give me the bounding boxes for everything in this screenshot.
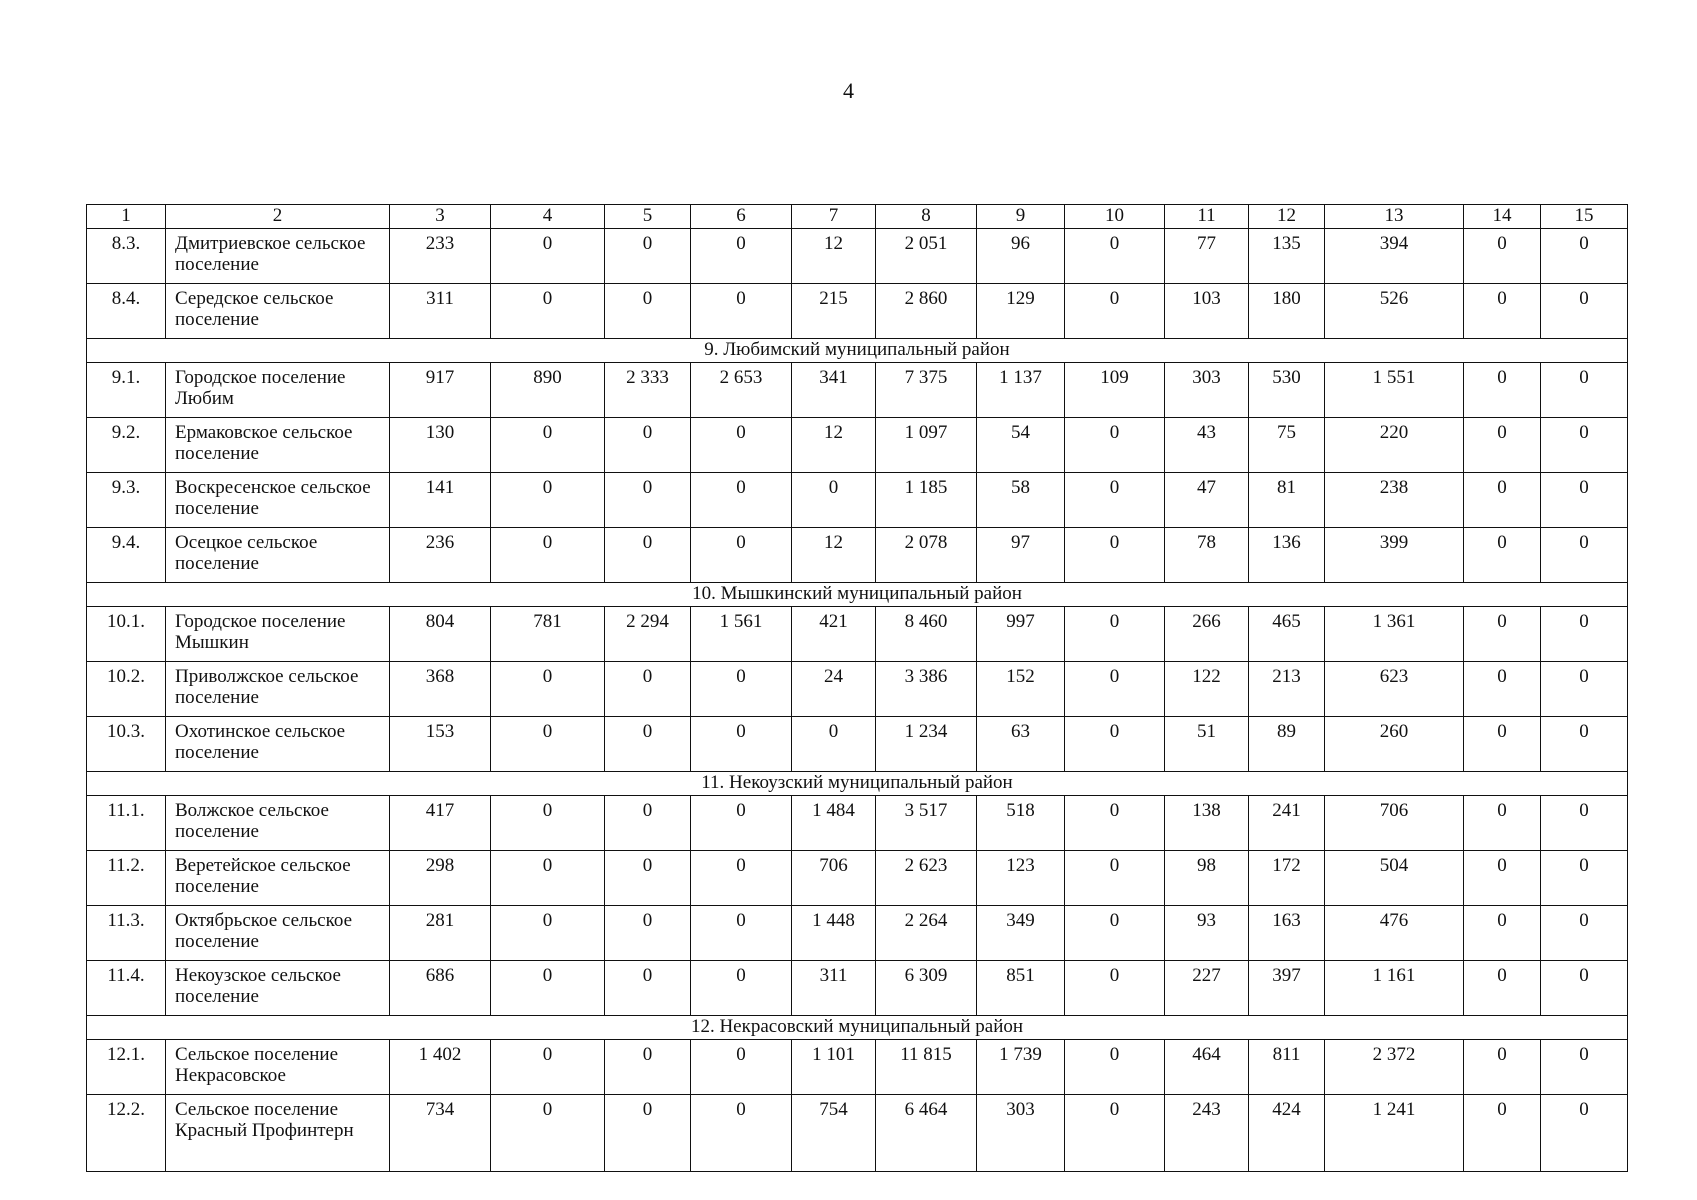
value-cell: 98 bbox=[1165, 851, 1249, 906]
value-cell: 0 bbox=[1541, 284, 1628, 339]
settlement-name: Приволжское сельское поселение bbox=[166, 662, 390, 717]
settlement-name: Сельское поселение Некрасовское bbox=[166, 1040, 390, 1095]
district-section-row bbox=[87, 339, 1628, 363]
row-number: 10.2. bbox=[87, 662, 166, 717]
value-cell: 1 561 bbox=[691, 607, 792, 662]
district-title: 12. Некрасовский муниципальный район bbox=[87, 1016, 1628, 1040]
value-cell: 0 bbox=[691, 851, 792, 906]
value-cell: 0 bbox=[691, 229, 792, 284]
value-cell: 1 161 bbox=[1325, 961, 1464, 1016]
value-cell: 1 551 bbox=[1325, 363, 1464, 418]
value-cell: 109 bbox=[1065, 363, 1165, 418]
value-cell: 281 bbox=[390, 906, 491, 961]
value-cell: 1 402 bbox=[390, 1040, 491, 1095]
value-cell: 0 bbox=[1065, 1095, 1165, 1172]
value-cell: 530 bbox=[1249, 363, 1325, 418]
value-cell: 0 bbox=[605, 662, 691, 717]
value-cell: 233 bbox=[390, 229, 491, 284]
column-number: 6 bbox=[691, 205, 792, 229]
settlement-row bbox=[87, 796, 1628, 851]
value-cell: 1 241 bbox=[1325, 1095, 1464, 1172]
value-cell: 0 bbox=[1541, 796, 1628, 851]
value-cell: 7 375 bbox=[876, 363, 977, 418]
value-cell: 153 bbox=[390, 717, 491, 772]
column-number-row bbox=[87, 205, 1628, 229]
value-cell: 997 bbox=[977, 607, 1065, 662]
value-cell: 0 bbox=[491, 528, 605, 583]
settlement-name: Волжское сельское поселение bbox=[166, 796, 390, 851]
column-number: 8 bbox=[876, 205, 977, 229]
value-cell: 890 bbox=[491, 363, 605, 418]
value-cell: 243 bbox=[1165, 1095, 1249, 1172]
value-cell: 811 bbox=[1249, 1040, 1325, 1095]
settlement-name: Дмитриевское сельское поселение bbox=[166, 229, 390, 284]
column-number: 15 bbox=[1541, 205, 1628, 229]
district-title: 10. Мышкинский муниципальный район bbox=[87, 583, 1628, 607]
value-cell: 0 bbox=[491, 796, 605, 851]
value-cell: 0 bbox=[1065, 607, 1165, 662]
value-cell: 0 bbox=[1065, 961, 1165, 1016]
settlement-row bbox=[87, 607, 1628, 662]
value-cell: 0 bbox=[491, 418, 605, 473]
value-cell: 0 bbox=[1065, 284, 1165, 339]
value-cell: 399 bbox=[1325, 528, 1464, 583]
value-cell: 123 bbox=[977, 851, 1065, 906]
value-cell: 6 309 bbox=[876, 961, 977, 1016]
value-cell: 0 bbox=[1065, 851, 1165, 906]
value-cell: 804 bbox=[390, 607, 491, 662]
value-cell: 89 bbox=[1249, 717, 1325, 772]
value-cell: 0 bbox=[1464, 1040, 1541, 1095]
value-cell: 96 bbox=[977, 229, 1065, 284]
value-cell: 0 bbox=[1464, 363, 1541, 418]
value-cell: 54 bbox=[977, 418, 1065, 473]
value-cell: 0 bbox=[491, 284, 605, 339]
value-cell: 2 264 bbox=[876, 906, 977, 961]
value-cell: 0 bbox=[1541, 1095, 1628, 1172]
value-cell: 0 bbox=[491, 1095, 605, 1172]
settlement-name: Городское поселение Любим bbox=[166, 363, 390, 418]
value-cell: 0 bbox=[691, 473, 792, 528]
value-cell: 47 bbox=[1165, 473, 1249, 528]
value-cell: 623 bbox=[1325, 662, 1464, 717]
value-cell: 394 bbox=[1325, 229, 1464, 284]
value-cell: 215 bbox=[792, 284, 876, 339]
value-cell: 0 bbox=[1541, 418, 1628, 473]
value-cell: 464 bbox=[1165, 1040, 1249, 1095]
value-cell: 0 bbox=[1065, 717, 1165, 772]
settlement-row bbox=[87, 528, 1628, 583]
value-cell: 152 bbox=[977, 662, 1065, 717]
settlement-name: Городское поселение Мышкин bbox=[166, 607, 390, 662]
column-number: 3 bbox=[390, 205, 491, 229]
value-cell: 0 bbox=[1541, 662, 1628, 717]
value-cell: 130 bbox=[390, 418, 491, 473]
value-cell: 0 bbox=[1065, 796, 1165, 851]
value-cell: 526 bbox=[1325, 284, 1464, 339]
value-cell: 136 bbox=[1249, 528, 1325, 583]
value-cell: 0 bbox=[1065, 906, 1165, 961]
value-cell: 0 bbox=[1464, 607, 1541, 662]
value-cell: 0 bbox=[1065, 528, 1165, 583]
value-cell: 368 bbox=[390, 662, 491, 717]
value-cell: 0 bbox=[605, 906, 691, 961]
value-cell: 0 bbox=[605, 284, 691, 339]
row-number: 10.3. bbox=[87, 717, 166, 772]
value-cell: 135 bbox=[1249, 229, 1325, 284]
value-cell: 0 bbox=[605, 796, 691, 851]
value-cell: 518 bbox=[977, 796, 1065, 851]
value-cell: 0 bbox=[1464, 284, 1541, 339]
value-cell: 0 bbox=[1541, 363, 1628, 418]
column-number: 7 bbox=[792, 205, 876, 229]
value-cell: 8 460 bbox=[876, 607, 977, 662]
row-number: 9.1. bbox=[87, 363, 166, 418]
value-cell: 0 bbox=[691, 1095, 792, 1172]
row-number: 11.3. bbox=[87, 906, 166, 961]
value-cell: 0 bbox=[491, 906, 605, 961]
value-cell: 0 bbox=[1541, 717, 1628, 772]
value-cell: 227 bbox=[1165, 961, 1249, 1016]
value-cell: 0 bbox=[491, 961, 605, 1016]
value-cell: 0 bbox=[1541, 229, 1628, 284]
district-title: 11. Некоузский муниципальный район bbox=[87, 772, 1628, 796]
value-cell: 3 386 bbox=[876, 662, 977, 717]
settlement-row bbox=[87, 717, 1628, 772]
value-cell: 0 bbox=[605, 418, 691, 473]
value-cell: 0 bbox=[1541, 961, 1628, 1016]
value-cell: 303 bbox=[977, 1095, 1065, 1172]
value-cell: 0 bbox=[1464, 906, 1541, 961]
value-cell: 0 bbox=[491, 229, 605, 284]
value-cell: 163 bbox=[1249, 906, 1325, 961]
data-table bbox=[86, 204, 1628, 1172]
value-cell: 0 bbox=[605, 851, 691, 906]
row-number: 11.4. bbox=[87, 961, 166, 1016]
value-cell: 43 bbox=[1165, 418, 1249, 473]
value-cell: 476 bbox=[1325, 906, 1464, 961]
value-cell: 1 448 bbox=[792, 906, 876, 961]
row-number: 10.1. bbox=[87, 607, 166, 662]
value-cell: 424 bbox=[1249, 1095, 1325, 1172]
settlement-name: Сельское поселение Красный Профинтерн bbox=[166, 1095, 390, 1172]
value-cell: 0 bbox=[1065, 418, 1165, 473]
settlement-row bbox=[87, 851, 1628, 906]
value-cell: 706 bbox=[1325, 796, 1464, 851]
value-cell: 0 bbox=[1541, 473, 1628, 528]
table-body bbox=[87, 205, 1628, 1172]
value-cell: 2 372 bbox=[1325, 1040, 1464, 1095]
value-cell: 0 bbox=[691, 418, 792, 473]
row-number: 9.4. bbox=[87, 528, 166, 583]
value-cell: 1 185 bbox=[876, 473, 977, 528]
value-cell: 6 464 bbox=[876, 1095, 977, 1172]
value-cell: 0 bbox=[491, 717, 605, 772]
value-cell: 0 bbox=[491, 851, 605, 906]
district-title: 9. Любимский муниципальный район bbox=[87, 339, 1628, 363]
settlement-row bbox=[87, 363, 1628, 418]
value-cell: 504 bbox=[1325, 851, 1464, 906]
value-cell: 0 bbox=[1541, 1040, 1628, 1095]
value-cell: 63 bbox=[977, 717, 1065, 772]
value-cell: 397 bbox=[1249, 961, 1325, 1016]
row-number: 11.1. bbox=[87, 796, 166, 851]
value-cell: 103 bbox=[1165, 284, 1249, 339]
value-cell: 0 bbox=[605, 473, 691, 528]
row-number: 8.3. bbox=[87, 229, 166, 284]
column-number: 13 bbox=[1325, 205, 1464, 229]
column-number: 9 bbox=[977, 205, 1065, 229]
value-cell: 81 bbox=[1249, 473, 1325, 528]
value-cell: 78 bbox=[1165, 528, 1249, 583]
value-cell: 0 bbox=[1464, 717, 1541, 772]
settlement-row bbox=[87, 284, 1628, 339]
value-cell: 2 051 bbox=[876, 229, 977, 284]
value-cell: 0 bbox=[1065, 473, 1165, 528]
value-cell: 77 bbox=[1165, 229, 1249, 284]
settlement-row bbox=[87, 662, 1628, 717]
settlement-row bbox=[87, 473, 1628, 528]
value-cell: 51 bbox=[1165, 717, 1249, 772]
column-number: 5 bbox=[605, 205, 691, 229]
value-cell: 238 bbox=[1325, 473, 1464, 528]
value-cell: 341 bbox=[792, 363, 876, 418]
value-cell: 1 137 bbox=[977, 363, 1065, 418]
settlement-row bbox=[87, 1040, 1628, 1095]
value-cell: 141 bbox=[390, 473, 491, 528]
settlement-name: Середское сельское поселение bbox=[166, 284, 390, 339]
settlement-row bbox=[87, 961, 1628, 1016]
row-number: 12.2. bbox=[87, 1095, 166, 1172]
value-cell: 24 bbox=[792, 662, 876, 717]
value-cell: 2 333 bbox=[605, 363, 691, 418]
value-cell: 706 bbox=[792, 851, 876, 906]
row-number: 11.2. bbox=[87, 851, 166, 906]
value-cell: 2 860 bbox=[876, 284, 977, 339]
value-cell: 0 bbox=[1464, 851, 1541, 906]
value-cell: 3 517 bbox=[876, 796, 977, 851]
settlement-name: Веретейское сельское поселение bbox=[166, 851, 390, 906]
settlement-name: Воскресенское сельское поселение bbox=[166, 473, 390, 528]
value-cell: 1 739 bbox=[977, 1040, 1065, 1095]
value-cell: 12 bbox=[792, 229, 876, 284]
district-section-row bbox=[87, 772, 1628, 796]
value-cell: 93 bbox=[1165, 906, 1249, 961]
value-cell: 1 097 bbox=[876, 418, 977, 473]
value-cell: 0 bbox=[691, 284, 792, 339]
column-number: 12 bbox=[1249, 205, 1325, 229]
value-cell: 0 bbox=[1464, 662, 1541, 717]
column-number: 1 bbox=[87, 205, 166, 229]
value-cell: 0 bbox=[491, 662, 605, 717]
value-cell: 180 bbox=[1249, 284, 1325, 339]
value-cell: 0 bbox=[691, 717, 792, 772]
value-cell: 75 bbox=[1249, 418, 1325, 473]
page-number: 4 bbox=[843, 78, 854, 103]
value-cell: 0 bbox=[605, 1040, 691, 1095]
value-cell: 0 bbox=[1464, 1095, 1541, 1172]
value-cell: 0 bbox=[491, 1040, 605, 1095]
value-cell: 122 bbox=[1165, 662, 1249, 717]
value-cell: 311 bbox=[792, 961, 876, 1016]
settlement-row bbox=[87, 1095, 1628, 1172]
column-number: 4 bbox=[491, 205, 605, 229]
value-cell: 781 bbox=[491, 607, 605, 662]
value-cell: 465 bbox=[1249, 607, 1325, 662]
value-cell: 138 bbox=[1165, 796, 1249, 851]
value-cell: 311 bbox=[390, 284, 491, 339]
value-cell: 0 bbox=[1464, 796, 1541, 851]
row-number: 8.4. bbox=[87, 284, 166, 339]
settlement-name: Октябрьское сельское поселение bbox=[166, 906, 390, 961]
value-cell: 1 361 bbox=[1325, 607, 1464, 662]
value-cell: 0 bbox=[605, 528, 691, 583]
value-cell: 12 bbox=[792, 528, 876, 583]
column-number: 11 bbox=[1165, 205, 1249, 229]
value-cell: 1 234 bbox=[876, 717, 977, 772]
value-cell: 421 bbox=[792, 607, 876, 662]
value-cell: 97 bbox=[977, 528, 1065, 583]
value-cell: 213 bbox=[1249, 662, 1325, 717]
value-cell: 0 bbox=[605, 229, 691, 284]
value-cell: 754 bbox=[792, 1095, 876, 1172]
value-cell: 2 653 bbox=[691, 363, 792, 418]
value-cell: 1 101 bbox=[792, 1040, 876, 1095]
value-cell: 0 bbox=[1065, 662, 1165, 717]
column-number: 2 bbox=[166, 205, 390, 229]
row-number: 9.2. bbox=[87, 418, 166, 473]
value-cell: 298 bbox=[390, 851, 491, 906]
value-cell: 0 bbox=[1541, 528, 1628, 583]
value-cell: 0 bbox=[1464, 229, 1541, 284]
value-cell: 260 bbox=[1325, 717, 1464, 772]
value-cell: 129 bbox=[977, 284, 1065, 339]
value-cell: 0 bbox=[605, 961, 691, 1016]
value-cell: 0 bbox=[792, 473, 876, 528]
value-cell: 0 bbox=[691, 1040, 792, 1095]
value-cell: 851 bbox=[977, 961, 1065, 1016]
column-number: 10 bbox=[1065, 205, 1165, 229]
value-cell: 0 bbox=[1065, 1040, 1165, 1095]
row-number: 9.3. bbox=[87, 473, 166, 528]
value-cell: 0 bbox=[1541, 607, 1628, 662]
value-cell: 0 bbox=[691, 528, 792, 583]
value-cell: 0 bbox=[1541, 906, 1628, 961]
value-cell: 0 bbox=[1464, 473, 1541, 528]
row-number: 12.1. bbox=[87, 1040, 166, 1095]
value-cell: 349 bbox=[977, 906, 1065, 961]
settlement-name: Некоузское сельское поселение bbox=[166, 961, 390, 1016]
value-cell: 2 078 bbox=[876, 528, 977, 583]
value-cell: 58 bbox=[977, 473, 1065, 528]
column-number: 14 bbox=[1464, 205, 1541, 229]
value-cell: 12 bbox=[792, 418, 876, 473]
settlement-name: Охотинское сельское поселение bbox=[166, 717, 390, 772]
settlement-row bbox=[87, 418, 1628, 473]
value-cell: 172 bbox=[1249, 851, 1325, 906]
value-cell: 2 294 bbox=[605, 607, 691, 662]
value-cell: 917 bbox=[390, 363, 491, 418]
settlement-name: Осецкое сельское поселение bbox=[166, 528, 390, 583]
value-cell: 0 bbox=[691, 961, 792, 1016]
value-cell: 11 815 bbox=[876, 1040, 977, 1095]
value-cell: 0 bbox=[691, 906, 792, 961]
value-cell: 0 bbox=[1464, 418, 1541, 473]
value-cell: 0 bbox=[605, 717, 691, 772]
value-cell: 0 bbox=[1541, 851, 1628, 906]
value-cell: 1 484 bbox=[792, 796, 876, 851]
value-cell: 2 623 bbox=[876, 851, 977, 906]
value-cell: 0 bbox=[792, 717, 876, 772]
value-cell: 266 bbox=[1165, 607, 1249, 662]
value-cell: 303 bbox=[1165, 363, 1249, 418]
value-cell: 686 bbox=[390, 961, 491, 1016]
value-cell: 417 bbox=[390, 796, 491, 851]
district-section-row bbox=[87, 1016, 1628, 1040]
value-cell: 0 bbox=[1065, 229, 1165, 284]
settlement-row bbox=[87, 229, 1628, 284]
value-cell: 0 bbox=[691, 796, 792, 851]
value-cell: 0 bbox=[1464, 961, 1541, 1016]
value-cell: 241 bbox=[1249, 796, 1325, 851]
settlement-row bbox=[87, 906, 1628, 961]
value-cell: 0 bbox=[1464, 528, 1541, 583]
value-cell: 0 bbox=[691, 662, 792, 717]
value-cell: 0 bbox=[491, 473, 605, 528]
settlement-name: Ермаковское сельское поселение bbox=[166, 418, 390, 473]
district-section-row bbox=[87, 583, 1628, 607]
value-cell: 220 bbox=[1325, 418, 1464, 473]
value-cell: 734 bbox=[390, 1095, 491, 1172]
value-cell: 236 bbox=[390, 528, 491, 583]
value-cell: 0 bbox=[605, 1095, 691, 1172]
